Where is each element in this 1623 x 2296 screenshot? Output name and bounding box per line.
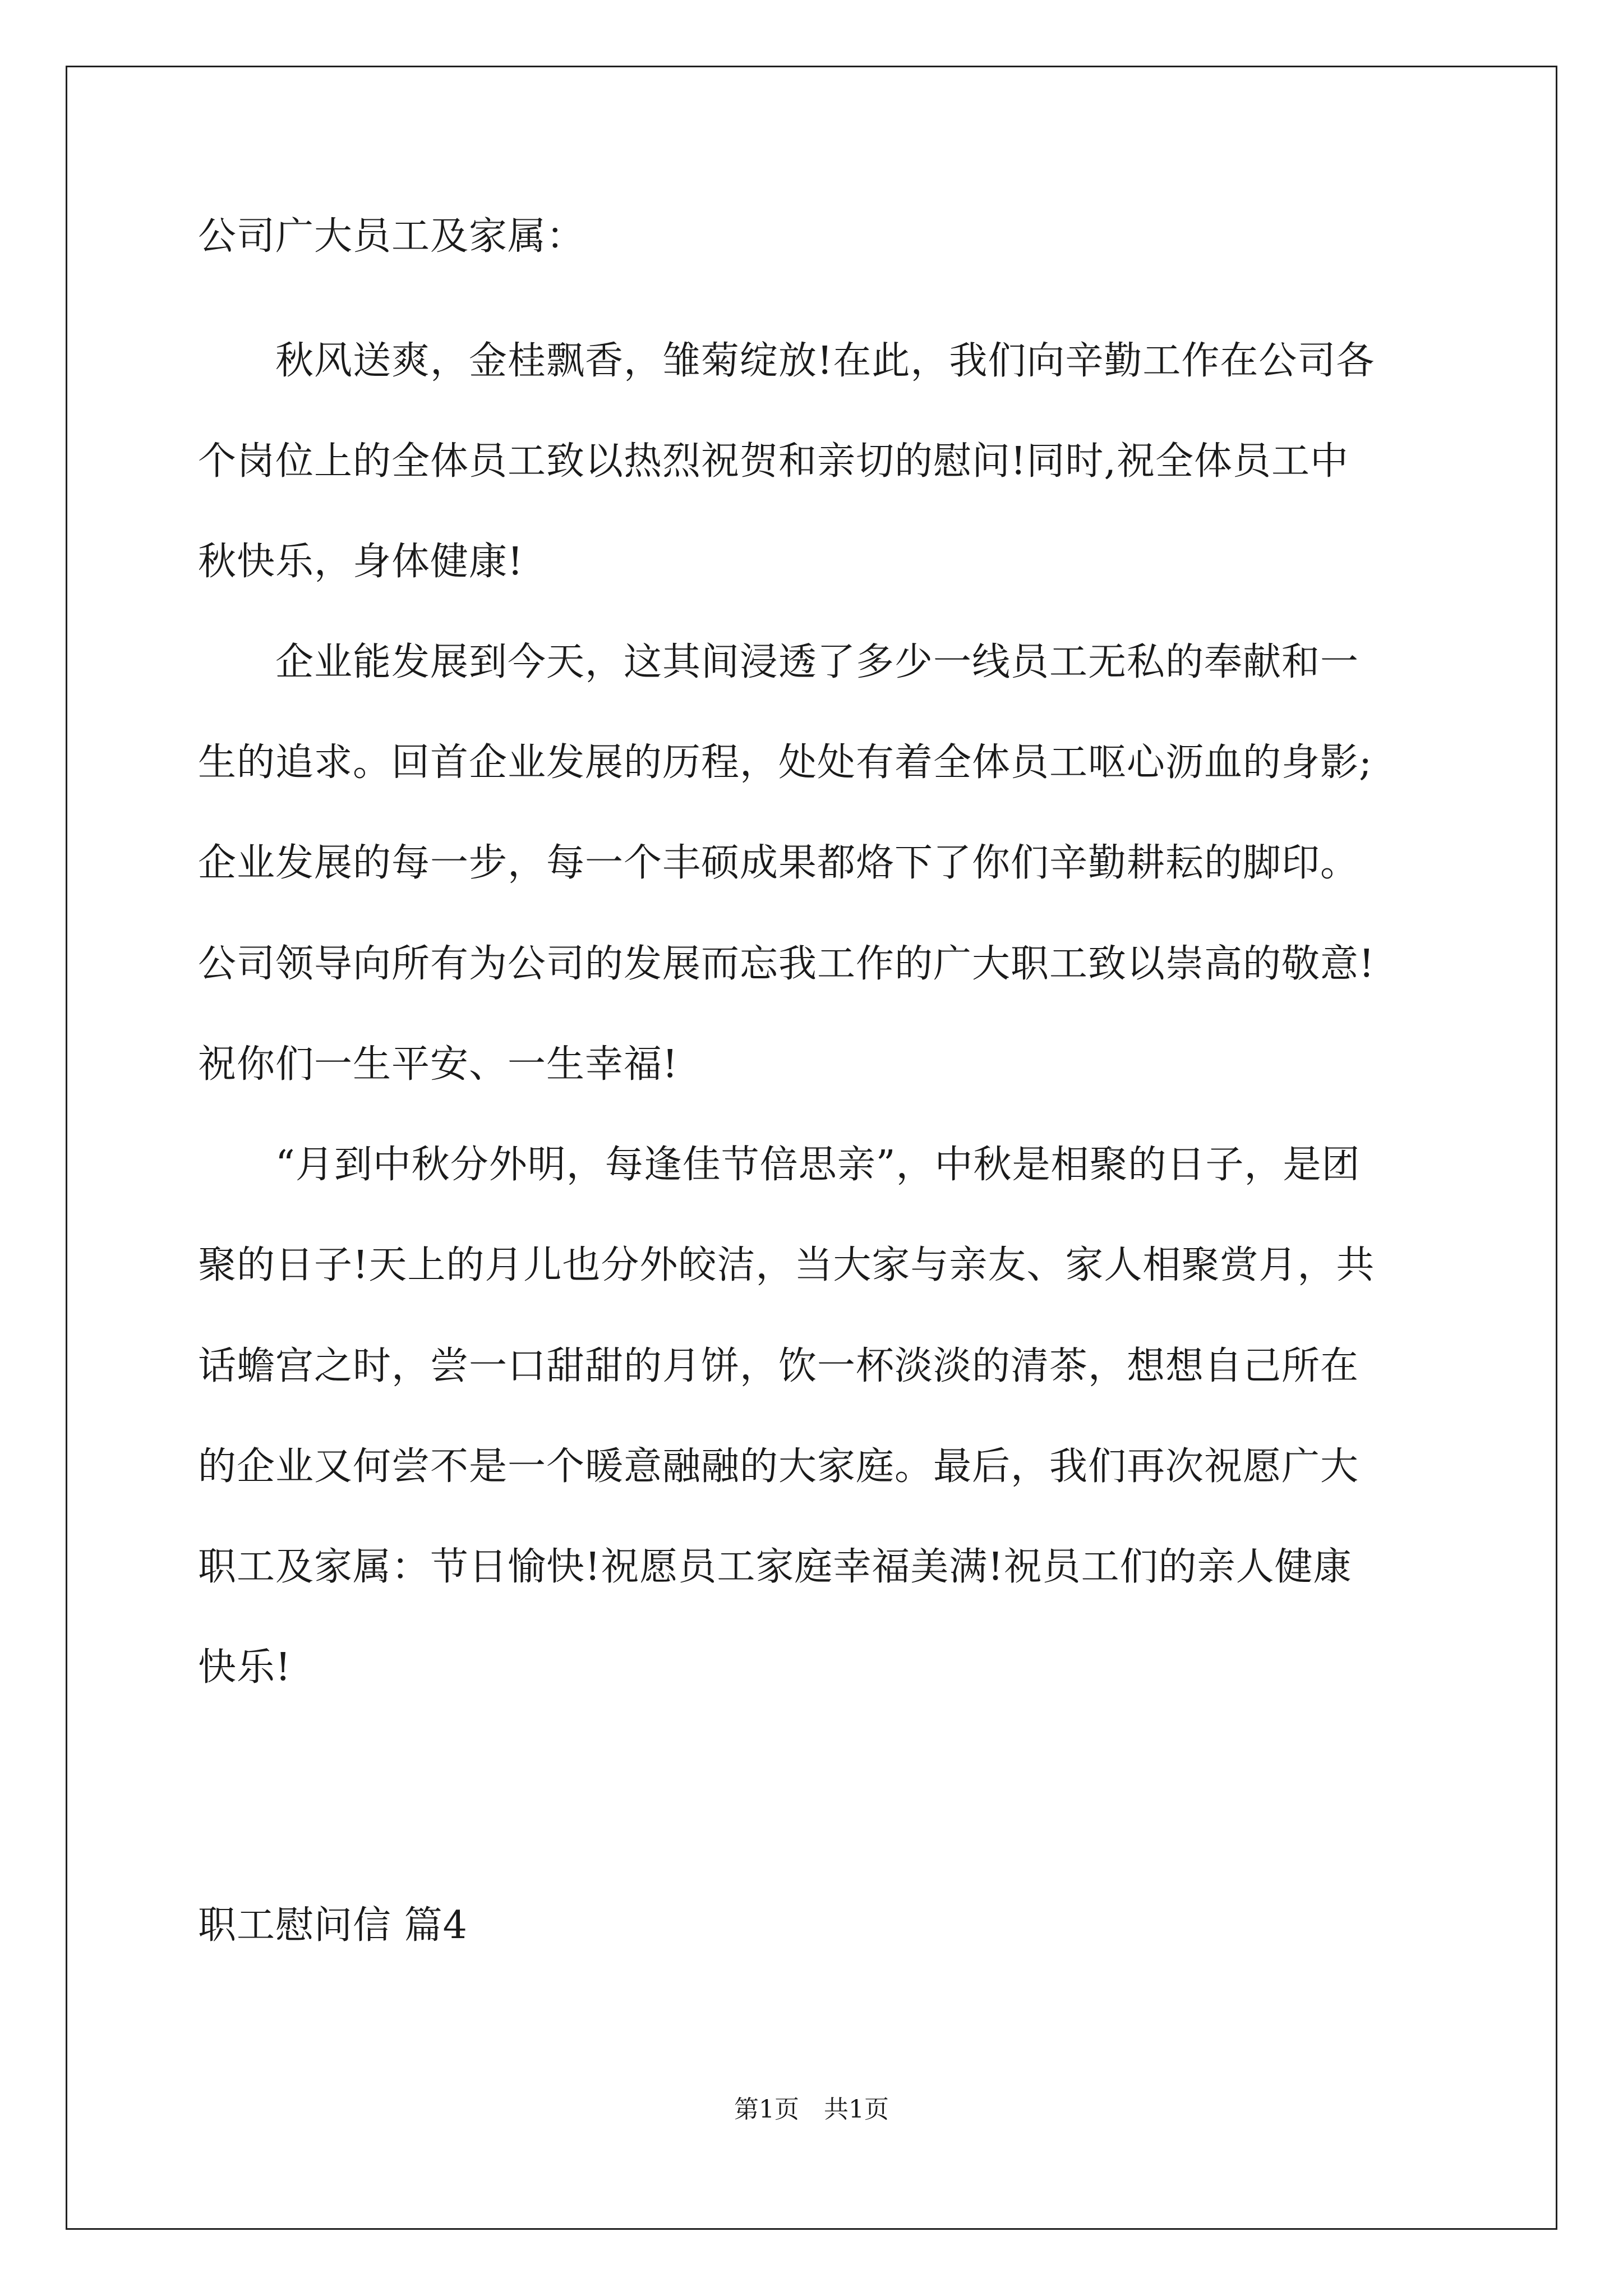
section-heading: 职工慰问信 篇4: [198, 1903, 468, 1948]
paragraph-line: 职工及家属：节日愉快!祝愿员工家庭幸福美满!祝员工们的亲人健康: [198, 1545, 1352, 1589]
paragraph-line: 秋快乐，身体健康!: [198, 540, 524, 584]
paragraph-line: 话蟾宫之时，尝一口甜甜的月饼，饮一杯淡淡的清茶，想想自己所在: [198, 1344, 1359, 1388]
page-number-footer: 第1页 共1页: [734, 2095, 889, 2124]
salutation: 公司广大员工及家属：: [198, 214, 585, 259]
paragraph-line: 聚的日子!天上的月儿也分外皎洁，当大家与亲友、家人相聚赏月，共: [198, 1243, 1375, 1287]
paragraph-line: 的企业又何尝不是一个暖意融融的大家庭。最后，我们再次祝愿广大: [198, 1444, 1359, 1489]
paragraph-line: 祝你们一生平安、一生幸福!: [198, 1042, 679, 1087]
paragraph-line: 企业能发展到今天，这其间浸透了多少一线员工无私的奉献和一: [198, 640, 1359, 684]
paragraph-line: 企业发展的每一步，每一个丰硕成果都烙下了你们辛勤耕耘的脚印。: [198, 841, 1359, 885]
paragraph-line: 个岗位上的全体员工致以热烈祝贺和亲切的慰问!同时,祝全体员工中: [198, 439, 1349, 484]
paragraph-line: 公司领导向所有为公司的发展而忘我工作的广大职工致以崇高的敬意!: [198, 942, 1375, 986]
paragraph-line: 生的追求。回首企业发展的历程，处处有着全体员工呕心沥血的身影;: [198, 740, 1372, 785]
paragraph-line: 秋风送爽，金桂飘香，雏菊绽放!在此，我们向辛勤工作在公司各: [198, 339, 1375, 383]
paragraph-line: “月到中秋分外明，每逢佳节倍思亲”，中秋是相聚的日子，是团: [198, 1143, 1361, 1187]
paragraph-line: 快乐!: [198, 1645, 292, 1690]
